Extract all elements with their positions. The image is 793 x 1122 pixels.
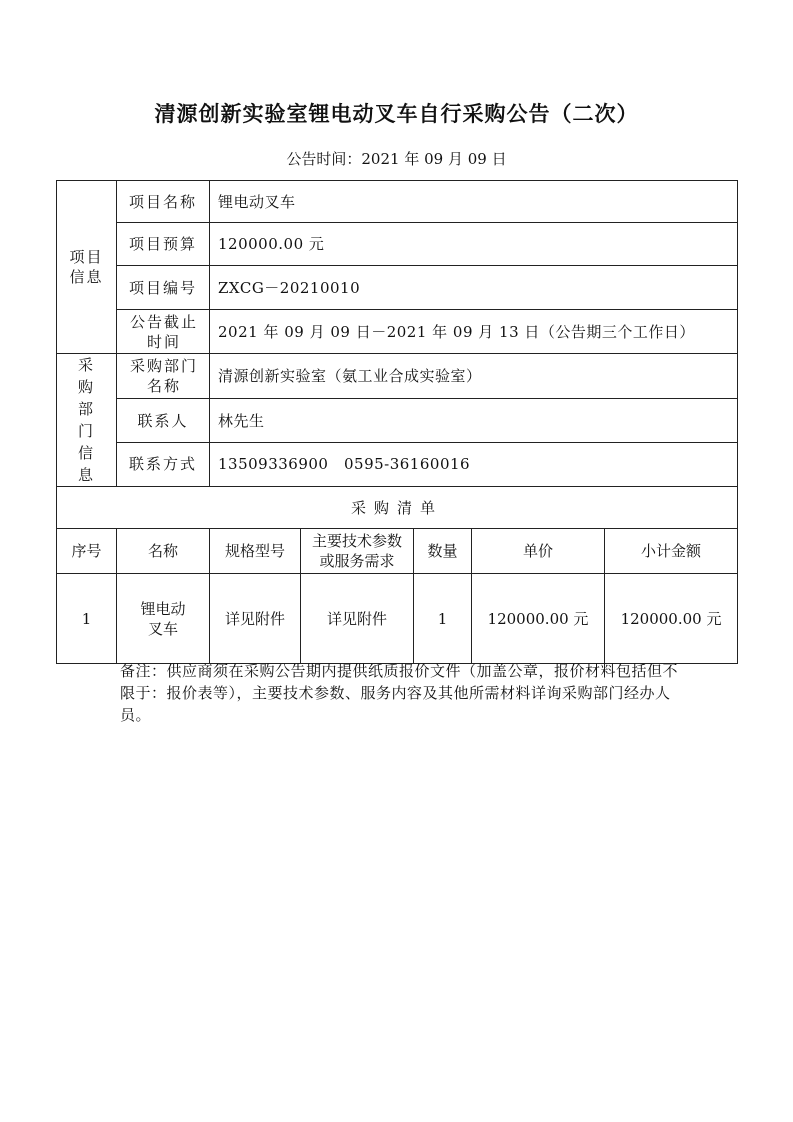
procurement-list-title: 采购清单 bbox=[57, 487, 738, 529]
item-params: 详见附件 bbox=[301, 574, 414, 664]
buyer-info-label: 采购部门信息 bbox=[57, 354, 117, 487]
item-qty: 1 bbox=[414, 574, 472, 664]
contact-method-value: 13509336900 0595-36160016 bbox=[210, 442, 738, 486]
header-params: 主要技术参数或服务需求 bbox=[301, 529, 414, 574]
list-item bbox=[57, 574, 738, 664]
project-info-label: 项目信息 bbox=[57, 181, 117, 354]
table-row bbox=[57, 181, 738, 223]
table-row bbox=[57, 266, 738, 310]
announcement-table bbox=[56, 180, 738, 664]
header-price: 单价 bbox=[472, 529, 605, 574]
contact-method-label: 联系方式 bbox=[117, 442, 210, 486]
project-budget-label: 项目预算 bbox=[117, 223, 210, 266]
project-number-label: 项目编号 bbox=[117, 266, 210, 310]
item-spec: 详见附件 bbox=[210, 574, 301, 664]
table-row bbox=[57, 310, 738, 354]
item-name: 锂电动叉车 bbox=[117, 574, 210, 664]
remarks-note: 备注：供应商须在采购公告期内提供纸质报价文件（加盖公章，报价材料包括但不限于：报价表等），主要技术参数、服务内容及其他所需材料详询采购部门经办人员。 bbox=[120, 662, 679, 724]
header-no: 序号 bbox=[57, 529, 117, 574]
contact-person-label: 联系人 bbox=[117, 399, 210, 442]
deadline-value: 2021 年 09 月 09 日－2021 年 09 月 13 日（公告期三个工作日） bbox=[210, 310, 738, 354]
list-header-row bbox=[57, 529, 738, 574]
contact-person-value: 林先生 bbox=[210, 399, 738, 442]
table-row bbox=[57, 442, 738, 486]
page-title: 清源创新实验室锂电动叉车自行采购公告（二次） bbox=[154, 102, 639, 126]
table-row bbox=[57, 223, 738, 266]
header-qty: 数量 bbox=[414, 529, 472, 574]
table-row bbox=[57, 399, 738, 442]
item-subtotal: 120000.00 元 bbox=[605, 574, 738, 664]
project-name-label: 项目名称 bbox=[117, 181, 210, 223]
table-row bbox=[57, 487, 738, 529]
header-spec: 规格型号 bbox=[210, 529, 301, 574]
buyer-dept-label: 采购部门名称 bbox=[117, 354, 210, 399]
header-name: 名称 bbox=[117, 529, 210, 574]
project-budget-value: 120000.00 元 bbox=[210, 223, 738, 266]
table-row bbox=[57, 354, 738, 399]
deadline-label: 公告截止时间 bbox=[117, 310, 210, 354]
header-subtotal: 小计金额 bbox=[605, 529, 738, 574]
item-price: 120000.00 元 bbox=[472, 574, 605, 664]
project-number-value: ZXCG－20210010 bbox=[210, 266, 738, 310]
buyer-dept-value: 清源创新实验室（氨工业合成实验室） bbox=[210, 354, 738, 399]
announce-date: 公告时间：2021 年 09 月 09 日 bbox=[286, 150, 507, 168]
item-no: 1 bbox=[57, 574, 117, 664]
project-name-value: 锂电动叉车 bbox=[210, 181, 738, 223]
